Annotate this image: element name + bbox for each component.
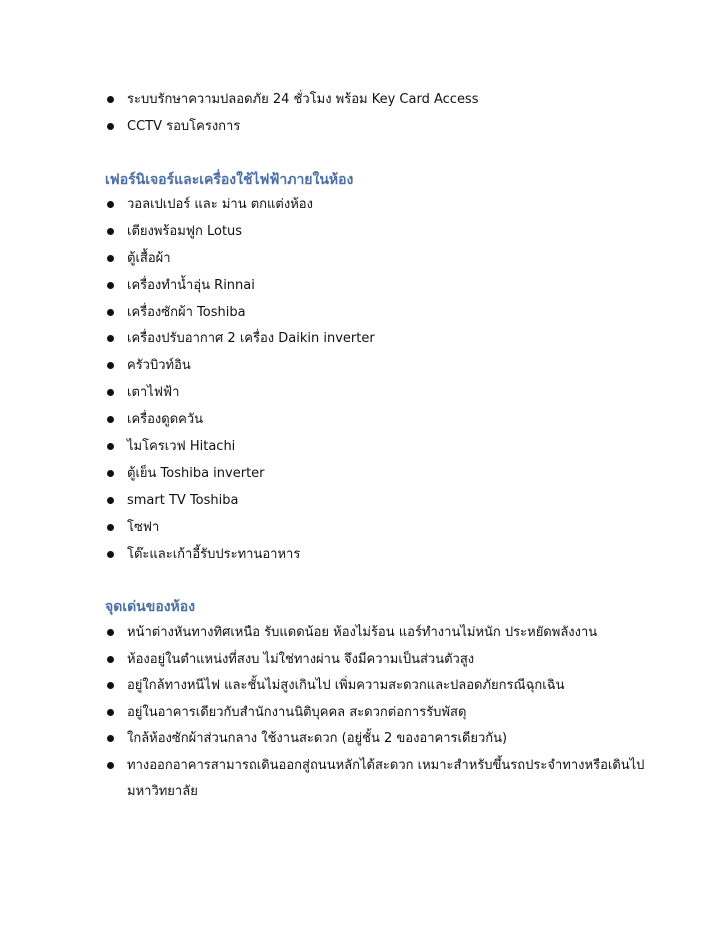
list-item-text: ครัวบิวท์อิน bbox=[127, 358, 191, 374]
list-item bbox=[107, 92, 627, 119]
list-item bbox=[107, 358, 627, 385]
list-item bbox=[107, 412, 627, 439]
list-item-text: เครื่องซักผ้า Toshiba bbox=[127, 304, 246, 320]
list-item-text: smart TV Toshiba bbox=[127, 492, 239, 508]
list-item bbox=[107, 305, 627, 332]
bullet-icon bbox=[107, 389, 114, 396]
bullet-icon bbox=[107, 335, 114, 342]
list-item bbox=[107, 385, 627, 412]
list-item-text: โต๊ะและเก้าอี้รับประทานอาหาร bbox=[127, 546, 301, 562]
list-item-text: เตียงพร้อมฟูก Lotus bbox=[127, 223, 243, 239]
list-item-text: ระบบรักษาความปลอดภัย 24 ชั่วโมง พร้อม Key Card Access bbox=[127, 92, 479, 107]
bullet-icon bbox=[107, 228, 114, 235]
list-item bbox=[107, 278, 627, 305]
list-item-text: ทางออกอาคารสามารถเดินออกสู่ถนนหลักได้สะดวก เหมาะสำหรับขึ้นรถประจำทางหรือเดินไปมหาวิทยาลัย bbox=[127, 757, 645, 799]
bullet-icon bbox=[107, 524, 114, 531]
list-item bbox=[107, 705, 647, 732]
list-item-text: เครื่องดูดควัน bbox=[127, 412, 204, 428]
bullet-icon bbox=[107, 656, 114, 663]
list-item-text: ตู้เสื้อผ้า bbox=[127, 250, 171, 266]
list-item bbox=[107, 197, 627, 224]
bullet-icon bbox=[107, 443, 114, 450]
bullet-icon bbox=[107, 362, 114, 369]
list-item bbox=[107, 625, 647, 652]
bullet-icon bbox=[107, 497, 114, 504]
bullet-icon bbox=[107, 629, 114, 636]
highlights-list bbox=[107, 625, 647, 805]
list-item-text: วอลเปเปอร์ และ ม่าน ตกแต่งห้อง bbox=[127, 197, 313, 212]
bullet-icon bbox=[107, 282, 114, 289]
bullet-icon bbox=[107, 735, 114, 742]
list-item-text: หน้าต่างหันทางทิศเหนือ รับแดดน้อย ห้องไม่ร้อน แอร์ทำงานไม่หนัก ประหยัดพลังงาน bbox=[127, 625, 598, 640]
list-item bbox=[107, 466, 627, 493]
list-item-text: โซฟา bbox=[127, 519, 160, 535]
bullet-icon bbox=[107, 201, 114, 208]
list-item-text: ห้องอยู่ในตำแหน่งที่สงบ ไม่ใช่ทางผ่าน จึงมีความเป็นส่วนตัวสูง bbox=[127, 651, 475, 667]
furniture-list bbox=[107, 197, 627, 573]
bullet-icon bbox=[107, 309, 114, 316]
list-item-text: ไมโครเวฟ Hitachi bbox=[127, 439, 236, 455]
list-item bbox=[107, 678, 647, 705]
bullet-icon bbox=[107, 123, 114, 130]
list-item bbox=[107, 547, 627, 574]
list-item bbox=[107, 439, 627, 466]
bullet-icon bbox=[107, 416, 114, 423]
list-item-text: เครื่องปรับอากาศ 2 เครื่อง Daikin inverter bbox=[127, 331, 375, 347]
list-item bbox=[107, 331, 627, 358]
list-item bbox=[107, 251, 627, 278]
bullet-icon bbox=[107, 709, 114, 716]
list-item bbox=[107, 520, 627, 547]
bullet-icon bbox=[107, 682, 114, 689]
list-item-text: เตาไฟฟ้า bbox=[127, 385, 180, 401]
list-item-text: อยู่ในอาคารเดียวกับสำนักงานนิติบุคคล สะดวกต่อการรับพัสดุ bbox=[127, 704, 467, 720]
list-item bbox=[107, 119, 627, 146]
list-item bbox=[107, 224, 627, 251]
bullet-icon bbox=[107, 255, 114, 262]
section-heading-furniture: เฟอร์นิเจอร์และเครื่องใช้ไฟฟ้าภายในห้อง bbox=[105, 172, 354, 188]
section-heading-highlights: จุดเด่นของห้อง bbox=[105, 599, 196, 615]
security-list bbox=[107, 92, 627, 145]
list-item-text: อยู่ใกล้ทางหนีไฟ และชั้นไม่สูงเกินไป เพิ่มความสะดวกและปลอดภัยกรณีฉุกเฉิน bbox=[127, 678, 565, 693]
bullet-icon bbox=[107, 762, 114, 769]
bullet-icon bbox=[107, 96, 114, 103]
list-item bbox=[107, 652, 647, 679]
list-item-text: ใกล้ห้องซักผ้าส่วนกลาง ใช้งานสะดวก (อยู่ชั้น 2 ของอาคารเดียวกัน) bbox=[127, 731, 508, 746]
list-item bbox=[107, 753, 647, 805]
bullet-icon bbox=[107, 551, 114, 558]
list-item bbox=[107, 493, 627, 520]
list-item-text: CCTV รอบโครงการ bbox=[127, 118, 241, 134]
bullet-icon bbox=[107, 470, 114, 477]
list-item-text: เครื่องทำน้ำอุ่น Rinnai bbox=[127, 277, 255, 293]
list-item-text: ตู้เย็น Toshiba inverter bbox=[127, 465, 265, 481]
